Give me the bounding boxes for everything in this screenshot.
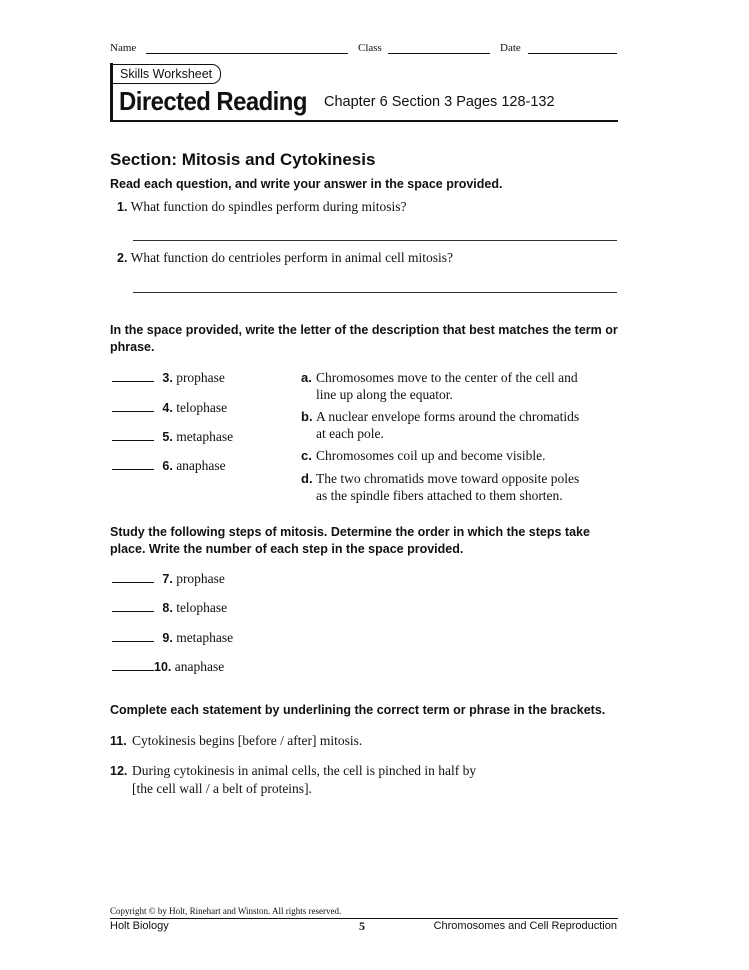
footer-right: Chromosomes and Cell Reproduction [433,920,617,932]
match-term-6 [112,457,226,475]
term-number: 5. [162,430,173,444]
answer-line-2[interactable] [133,292,617,293]
statement-number: 12. [110,764,128,778]
name-label: Name [110,42,137,54]
date-field[interactable] [528,42,617,54]
part4-instruction: Complete each statement by underlining the correct term or phrase in the brackets. [110,703,606,717]
description-line: A nuclear envelope forms around the chromatids [316,409,580,424]
title-rule [110,120,618,122]
copyright: Copyright © by Holt, Rinehart and Winston. All rights reserved. [110,906,342,916]
part2-instruction: In the space provided, write the letter of the description that best matches the term or phrase. [110,323,618,354]
answer-blank[interactable] [112,458,154,470]
step-9 [112,629,233,647]
answer-blank[interactable] [112,630,154,642]
description-b [301,408,626,442]
description-a [301,369,626,403]
match-term-3 [112,369,225,387]
answer-blank[interactable] [112,571,154,583]
description-line: The two chromatids move toward opposite poles [316,471,580,486]
step-number: 10. [154,660,172,674]
step-number: 9. [162,631,173,645]
question-text: What function do spindles perform during mitosis? [130,199,407,214]
term-number: 3. [162,371,173,385]
answer-blank[interactable] [112,429,154,441]
description-letter: c. [301,448,312,463]
term-number: 6. [162,459,173,473]
page-number: 5 [359,919,365,933]
description-c [301,447,626,464]
step-text: metaphase [176,630,234,645]
statement-11 [110,732,620,750]
class-label: Class [358,42,382,54]
description-d [301,470,626,504]
statement-line[interactable]: During cytokinesis in animal cells, the cell is pinched in half by [132,763,477,778]
description-line: at each pole. [316,426,384,441]
step-text: prophase [176,571,225,586]
answer-blank[interactable] [112,370,154,382]
question-2 [117,249,453,267]
step-7 [112,570,225,588]
name-field[interactable] [146,42,348,54]
term-number: 4. [162,401,173,415]
match-term-5 [112,428,233,446]
answer-line-1[interactable] [133,240,617,241]
term-text: prophase [176,370,225,385]
description-letter: a. [301,370,312,385]
worksheet-tab: Skills Worksheet [112,64,221,84]
description-line: Chromosomes move to the center of the cell and [316,370,578,385]
match-term-4 [112,399,227,417]
answer-blank[interactable] [112,400,154,412]
page-title: Directed Reading [119,86,307,116]
section-title: Section: Mitosis and Cytokinesis [110,150,376,169]
question-number: 2. [117,251,128,265]
term-text: anaphase [176,458,226,473]
statement-line[interactable]: [the cell wall / a belt of proteins]. [132,781,312,796]
step-number: 8. [162,601,173,615]
description-line: as the spindle fibers attached to them shorten. [316,488,563,503]
question-1 [117,198,407,216]
answer-blank[interactable] [112,600,154,612]
class-field[interactable] [388,42,490,54]
step-number: 7. [162,572,173,586]
question-number: 1. [117,200,128,214]
date-label: Date [500,42,521,54]
term-text: telophase [176,400,228,415]
description-line: Chromosomes coil up and become visible. [316,448,546,463]
description-letter: b. [301,409,313,424]
question-text: What function do centrioles perform in animal cell mitosis? [130,250,453,265]
step-text: telophase [176,600,228,615]
description-line: line up along the equator. [316,387,453,402]
part3-instruction: Study the following steps of mitosis. Determine the order in which the steps take place. Write the number of each step in the space provided. [110,525,590,556]
statement-12 [110,762,630,797]
statement-number: 11. [110,734,127,748]
step-8 [112,599,227,617]
step-10 [112,658,224,676]
page-subtitle: Chapter 6 Section 3 Pages 128-132 [324,94,555,110]
description-letter: d. [301,471,313,486]
part1-instruction: Read each question, and write your answer in the space provided. [110,177,503,191]
answer-blank[interactable] [112,659,154,671]
statement-line[interactable]: Cytokinesis begins [before / after] mitosis. [132,733,363,748]
step-text: anaphase [174,659,225,674]
footer-left: Holt Biology [110,920,169,932]
term-text: metaphase [176,429,234,444]
